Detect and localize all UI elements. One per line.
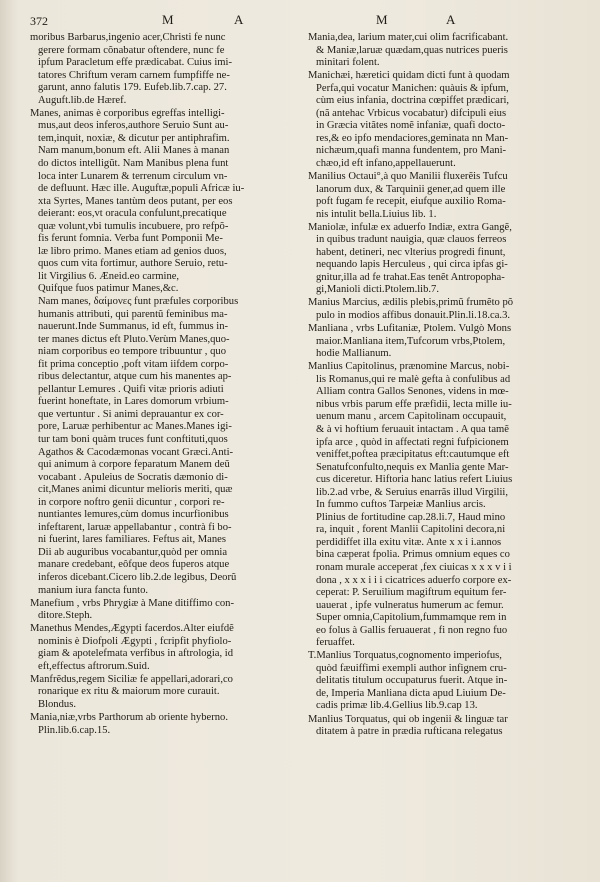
text-line: Plin.lib.6.cap.15. <box>38 724 111 736</box>
text-line: quòd fæuiffimi exempli author infignem cru- <box>316 662 507 674</box>
text-line: eo folus à Gallis feruauerat , fi non regno fuo <box>316 624 508 636</box>
text-line: pellantur Lemures . Quifi vitæ prioris adiuti <box>38 383 224 395</box>
text-line: Mania,niæ,vrbs Parthorum ab oriente hyberno. <box>30 712 229 724</box>
text-line: Manefium , vrbs Phrygiæ à Mane ditiffimo con- <box>30 597 234 609</box>
text-line: cus diceretur. Hiftoria hanc latius refert Liuius <box>316 474 513 486</box>
dictionary-entry <box>308 70 570 170</box>
text-line: Manfrẽdus,regem Siciliæ fe appellari,adorari,co <box>30 673 233 685</box>
text-line: tatores Chriftum veram carnem fumpfiffe ne- <box>38 69 230 81</box>
text-line: quæ volunt,vbi tumulis incubuere, pro refpõ- <box>38 220 229 232</box>
text-line: gi,Manioli dicti.Ptolem.lib.7. <box>316 284 440 296</box>
text-line: veniffet,poftea præcipitatus eft:cautumque eft <box>316 449 510 461</box>
text-line: giam & apotelefmata verfibus in aftrologia, id <box>38 648 234 660</box>
page-number: 372 <box>30 14 48 28</box>
text-line: ditatem à patre in prædia rufticana relegatus <box>316 726 503 738</box>
text-line: bina cæperat fpolia. Primus omnium eques co <box>316 549 510 561</box>
text-line: Agathos & Cacodæmonas vocant Græci.Anti- <box>38 446 234 458</box>
text-line: ipfa arce , quòd in affectati regni fufpicionem <box>316 436 509 448</box>
text-line: Senatufconfulto,nequis ex Manlia gente Mar- <box>316 461 509 473</box>
text-line: lit Virgilius 6. Æneid.eo carmine, <box>38 270 180 282</box>
dictionary-entry <box>30 712 292 737</box>
text-line: eft,effectus aftrorum.Suid. <box>38 660 150 672</box>
text-line: cùm eius infania, doctrina cœpiffet prædicari, <box>316 95 510 107</box>
text-line: lis Romanus,qui re malè gefta à confulibus ad <box>316 373 511 385</box>
text-line: In fummo cuftos Tarpeiæ Manlius arcis. <box>316 499 486 511</box>
text-line: do dictos intelligũt. Nam Manibus plena funt <box>38 157 229 169</box>
text-line: vocabant . Apuleius de Socratis dæmonio di- <box>38 471 228 483</box>
text-line: tem,inquit, noxiæ, & dicutur per antiphrafim. <box>38 132 230 144</box>
text-line: mus,aut deos inferos,authore Seruio Sunt au- <box>38 120 229 132</box>
text-line: minitari folent. <box>316 57 380 69</box>
text-line: Nam manum,bonum eft. Alii Manes à manan <box>38 145 230 157</box>
text-line: que vertuntur . Si animi deprauantur ex cor- <box>38 408 224 420</box>
text-line: Nam manes, δαίμονες funt præfules corporibus <box>38 295 239 307</box>
text-line: poft fugam fe recepit, eiufque auxilio Roma- <box>316 196 506 208</box>
dictionary-entry <box>30 674 292 712</box>
header-letter-left-1: M <box>162 12 176 27</box>
text-line: ipfum Paracletum effe prædicabat. Cuius imi- <box>38 57 232 69</box>
text-line: maior.Manliana item,Tufcorum vrbs,Ptolem, <box>316 335 506 347</box>
text-line: in quibus tradunt nauigia, quæ clauos ferreos <box>316 234 507 246</box>
text-line: nibus vrbis parum effe præfidii, lecta mille iu- <box>316 398 512 410</box>
text-line: Dii ab auguribus vocabantur,quòd per omnia <box>38 546 228 558</box>
text-line: res,& eo ipfo mendaciores,geminata nn Man- <box>316 132 509 144</box>
dictionary-entry <box>308 222 570 297</box>
text-line: ronam murale acceperat ,fex ciuicas x x x v i i <box>316 561 512 573</box>
text-line: niam corporibus eo tempore tribuuntur , quo <box>38 346 226 358</box>
header-letter-left-2: A <box>234 12 246 27</box>
text-line: nis intulit bella.Liuius lib. 1. <box>316 208 437 220</box>
text-line: in corpore noftro genii dicuntur , corpori re- <box>38 496 225 508</box>
text-line: ter manes dictus eft Pluto.Verùm Manes,quo- <box>38 333 230 345</box>
text-line: in Græcia vitãtes nomẽ infaniæ, quafi docto- <box>316 120 506 132</box>
text-line: perdidiffet illa exitu vitæ. Ante x x i i.annos <box>316 536 502 548</box>
text-line: cadis primæ lib.4.Gellius lib.9.cap 13. <box>316 700 478 712</box>
text-line: nominis è Diofpoli Ægypti , fcripfit phyfiolo- <box>38 635 232 647</box>
text-line: Mania,dea, larium mater,cui olim facrificabant. <box>308 32 509 43</box>
text-line: Manlius Capitolinus, prænomine Marcus, nobi- <box>308 361 510 373</box>
dictionary-entry <box>308 650 570 713</box>
dictionary-entry <box>308 361 570 650</box>
text-line: Plinius de fortitudine cap.28.li.7, Haud mino <box>316 511 506 523</box>
text-line: gnitur,illa ad fe trahat.Eas tenẽt Antropopha- <box>316 271 505 283</box>
text-line: feruaffet. <box>316 637 355 649</box>
text-line: Auguft.lib.de Hæref. <box>38 94 127 106</box>
left-column <box>30 32 292 738</box>
text-line: fuerint honeftate, in Lares domorum vrbium- <box>38 396 229 408</box>
text-line: Maniolæ, infulæ ex aduerfo Indiæ, extra Gangẽ, <box>308 221 512 233</box>
text-line: moribus Barbarus,ingenio acer,Christi fe nunc <box>30 32 226 43</box>
text-line: fis ferunt fomnia. Verba funt Pomponii Me- <box>38 233 223 245</box>
dictionary-entry <box>30 598 292 623</box>
dictionary-entry <box>30 623 292 673</box>
text-line: nichæum,quafi manna fundentem, pro Mani- <box>316 145 507 157</box>
text-line: inferos dicebant.Cicero lib.2.de legibus, Deorũ <box>38 572 237 584</box>
text-line: & à vi hoftium feruauit intactam . A qua tamẽ <box>316 423 509 435</box>
text-line: fit prima conceptio ,poft vitam iifdem corpo- <box>38 358 229 370</box>
text-line: ronarique ex ritu & maiorum more curauit. <box>38 686 220 698</box>
text-line: humanis attributi, qui parentũ feminibus ma- <box>38 308 228 320</box>
running-header <box>0 12 600 32</box>
dictionary-entry <box>308 323 570 361</box>
header-letter-right-2: A <box>446 12 458 27</box>
dictionary-entry <box>308 297 570 322</box>
text-line: deierant: eos,vt oracula confulunt,precatique <box>38 208 227 220</box>
text-line: loca inter Lunarem & terrenum circulum vn- <box>38 170 228 182</box>
dictionary-entry <box>308 714 570 739</box>
text-line: manium iura fancta funto. <box>38 584 149 596</box>
text-line: gerere formam cõnabatur oftendere, nunc fe <box>38 44 225 56</box>
text-line: ni fuerint, lares familiares. Feftus ait, Manes <box>38 534 226 546</box>
text-line: tur tam boni quàm truces funt conftituti,quos <box>38 434 228 445</box>
text-line: Blondus. <box>38 698 76 710</box>
text-line: Quifque fuos patimur Manes,&c. <box>38 283 179 295</box>
text-line: Manethus Mendes,Ægypti facerdos.Alter eiufdẽ <box>30 623 234 635</box>
text-line: nequando lapis Herculeus , qui circa ipfas gi- <box>316 259 508 271</box>
text-line: ditore.Steph. <box>38 610 93 622</box>
right-column <box>308 32 570 739</box>
text-line: Alliam contra Gallos Senones, videns in mœ- <box>316 386 509 398</box>
text-line: nauerunt.Inde Summanus, id eft, fummus in- <box>38 321 229 333</box>
text-line: dona , x x x i i i cicatrices aduerfo corpore ex- <box>316 574 512 586</box>
text-line: pulo in modios affibus donauit.Plin.li.18.ca.3. <box>316 310 511 322</box>
text-line: ribus delectantur, atque cum his manentes ap- <box>38 371 232 383</box>
text-line: uauerat , ipfe vulneratus humerum ac femur. <box>316 599 504 611</box>
text-line: læ libro primo. Manes etiam ad genios duos, <box>38 245 227 257</box>
text-line: delitatis titulum occupaturus fuerit. Atque in- <box>316 675 508 687</box>
text-line: Super omnia,Capitolium,fummamque rem in <box>316 612 507 624</box>
text-line: lib.2.ad vrbe, & Seruius enarrãs illud Virgilii, <box>316 486 508 498</box>
dictionary-entry <box>30 32 292 107</box>
text-line: xta Syrtes, Manes tantùm deos putant, per eos <box>38 195 233 207</box>
text-line: Manlius Torquatus, qui ob ingenii & linguæ tar <box>308 713 508 725</box>
text-line: nuntiantes lemures,cùm domus incurfionibus <box>38 509 229 521</box>
text-line: & Maniæ,laruæ quædam,quas nutrices pueris <box>316 44 508 56</box>
text-line: (nã antehac Vrbicus vocabatur) difcipuli eius <box>316 107 507 119</box>
text-line: garunt, anno falutis 179. Eufeb.lib.7.cap. 27. <box>38 82 227 94</box>
text-line: chæo,id eft infano,appellauerunt. <box>316 157 456 169</box>
text-line: uenum manu , arcem Capitolinam occupauit, <box>316 411 507 423</box>
text-line: de defluunt. Hæc ille. Auguftæ,populi Africæ iu- <box>38 183 245 195</box>
text-line: Manes, animas è corporibus egreffas intelligi- <box>30 107 225 119</box>
text-line: ra, inquit , forent Manlii Capitolini decora,ni <box>316 524 506 536</box>
text-line: cit,Manes animi dicuntur melioris meriti, quæ <box>38 484 233 496</box>
text-line: habent, detineri, nec vlterius progredi finunt, <box>316 246 506 258</box>
dictionary-entry <box>30 108 292 597</box>
text-line: ceperat: P. Seruilium magiftrum equitum fer- <box>316 587 507 599</box>
text-line: de, Imperia Manliana dicta apud Liuium De- <box>316 687 506 699</box>
text-line: lanorum dux, & Tarquinii gener,ad quem ille <box>316 183 506 195</box>
dictionary-entry <box>308 171 570 221</box>
header-letter-right-1: M <box>376 12 390 27</box>
text-line: Manliana , vrbs Lufitaniæ, Ptolem. Vulgò Mons <box>308 323 512 335</box>
text-line: Manilius Octaui°,à quo Manilii fluxerẽis Tufcu <box>308 171 508 183</box>
dictionary-entry <box>308 32 570 70</box>
text-line: qui animum à corpore feparatum Manem deũ <box>38 459 230 471</box>
text-line: Manichæi, hæretici quidam dicti funt à quodam <box>308 70 510 82</box>
text-line: hodie Mallianum. <box>316 348 392 360</box>
text-line: Manius Marcius, ædilis plebis,primũ frumẽto põ <box>308 297 514 309</box>
text-line: T.Manlius Torquatus,cognomento imperiofus, <box>308 650 502 662</box>
text-line: manare credebant, eôfque deos fuperos atque <box>38 559 230 571</box>
text-line: pore, Laruæ perhibentur ac Manes.Manes igi- <box>38 421 232 433</box>
text-line: Perfa,qui vocatur Manichen: quàuis & ipfum, <box>316 82 509 94</box>
text-line: infeftarent, laruæ appellabantur , contrà fi bo- <box>38 521 232 533</box>
text-line: quos cum vita fortimur, authore Seruio, retu- <box>38 258 228 270</box>
